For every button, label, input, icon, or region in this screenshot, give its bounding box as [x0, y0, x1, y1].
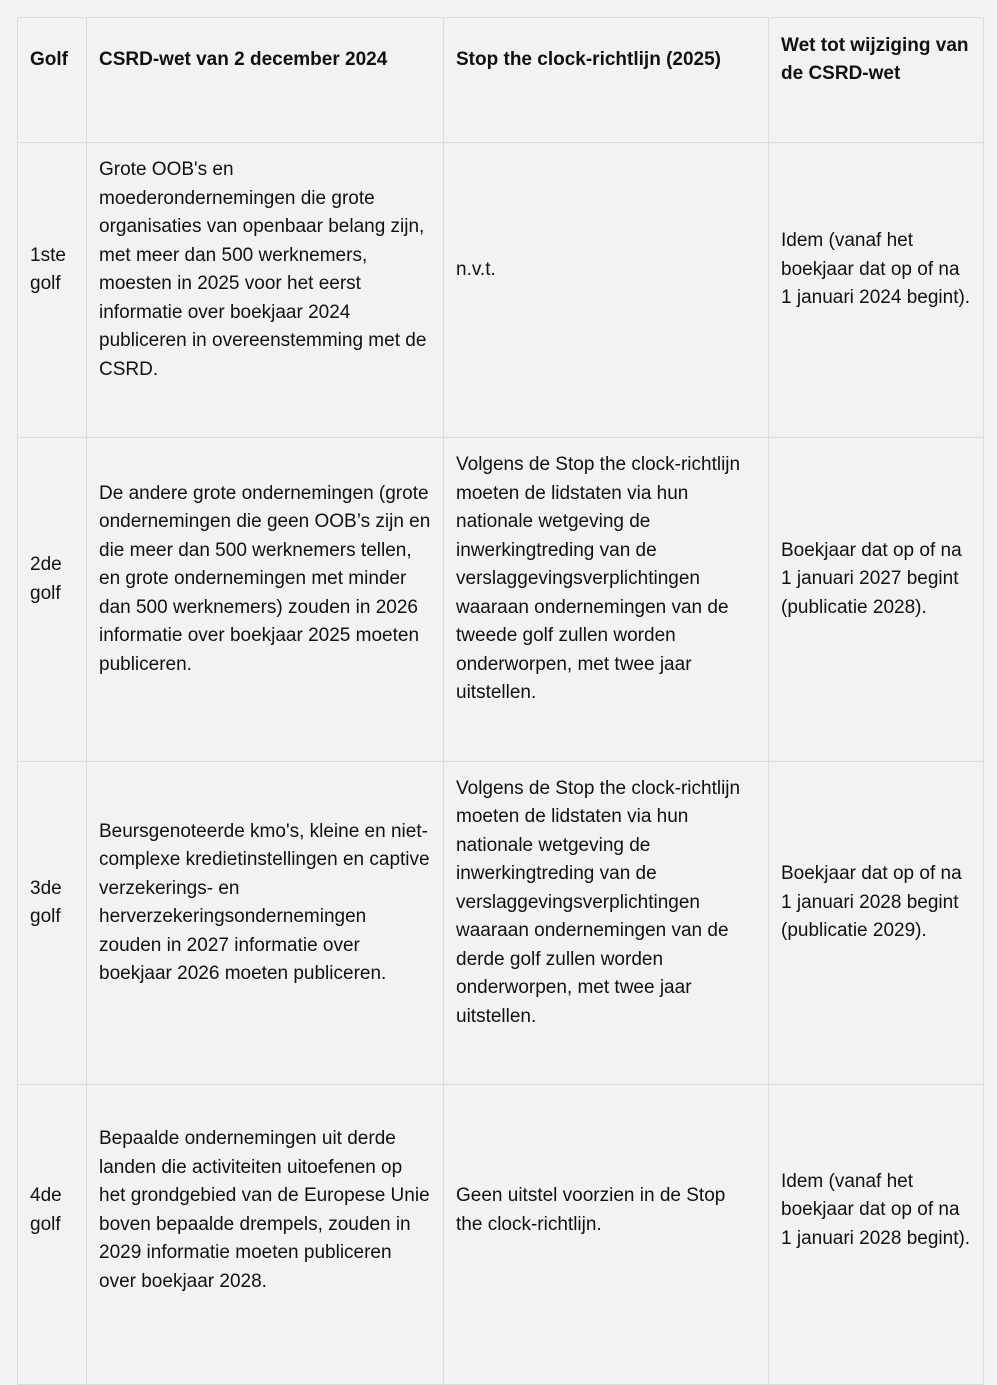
cell-csrd: Beursgenoteerde kmo's, kleine en niet-complexe kredietinstellingen en captive verzekerings- en herverzekeringsondernemingen zouden in 2027 informatie over boekjaar 2026 moeten publiceren.	[87, 762, 444, 1085]
cell-wijziging: Boekjaar dat op of na 1 januari 2027 begint (publicatie 2028).	[769, 438, 984, 762]
csrd-waves-table	[17, 17, 984, 1385]
cell-golf: 3de golf	[18, 762, 87, 1085]
cell-wijziging: Idem (vanaf het boekjaar dat op of na 1 januari 2024 begint).	[769, 143, 984, 438]
table-row	[18, 143, 984, 438]
cell-golf: 1ste golf	[18, 143, 87, 438]
header-stop-the-clock: Stop the clock-richtlijn (2025)	[444, 18, 769, 143]
cell-csrd: Bepaalde ondernemingen uit derde landen die activiteiten uitoefenen op het grondgebied van de Europese Unie boven bepaalde drempels, zouden in 2029 informatie moeten publiceren over boekjaar 2028.	[87, 1085, 444, 1385]
header-csrd-wet: CSRD-wet van 2 december 2024	[87, 18, 444, 143]
table-row	[18, 762, 984, 1085]
cell-golf: 4de golf	[18, 1085, 87, 1385]
header-golf: Golf	[18, 18, 87, 143]
cell-wijziging: Idem (vanaf het boekjaar dat op of na 1 januari 2028 begint).	[769, 1085, 984, 1385]
table-row	[18, 438, 984, 762]
cell-stop: n.v.t.	[444, 143, 769, 438]
cell-wijziging: Boekjaar dat op of na 1 januari 2028 begint (publicatie 2029).	[769, 762, 984, 1085]
cell-csrd: De andere grote ondernemingen (grote ondernemingen die geen OOB’s zijn en die meer dan 500 werknemers tellen, en grote ondernemingen met minder dan 500 werknemers) zouden in 2026 informatie over boekjaar 2025 moeten publiceren.	[87, 438, 444, 762]
cell-stop: Volgens de Stop the clock-richtlijn moeten de lidstaten via hun nationale wetgeving de inwerkingtreding van de verslaggevingsverplichtingen waaraan ondernemingen van de derde golf zullen worden onderworpen, met twee jaar uitstellen.	[444, 762, 769, 1085]
cell-stop: Volgens de Stop the clock-richtlijn moeten de lidstaten via hun nationale wetgeving de inwerkingtreding van de verslaggevingsverplichtingen waaraan ondernemingen van de tweede golf zullen worden onderworpen, met twee jaar uitstellen.	[444, 438, 769, 762]
header-wijziging: Wet tot wijziging van de CSRD-wet	[769, 18, 984, 143]
header-row	[18, 18, 984, 143]
cell-stop: Geen uitstel voorzien in de Stop the clock-richtlijn.	[444, 1085, 769, 1385]
table-row	[18, 1085, 984, 1385]
cell-golf: 2de golf	[18, 438, 87, 762]
cell-csrd: Grote OOB's en moederondernemingen die grote organisaties van openbaar belang zijn, met meer dan 500 werknemers, moesten in 2025 voor het eerst informatie over boekjaar 2024 publiceren in overeenstemming met de CSRD.	[87, 143, 444, 438]
